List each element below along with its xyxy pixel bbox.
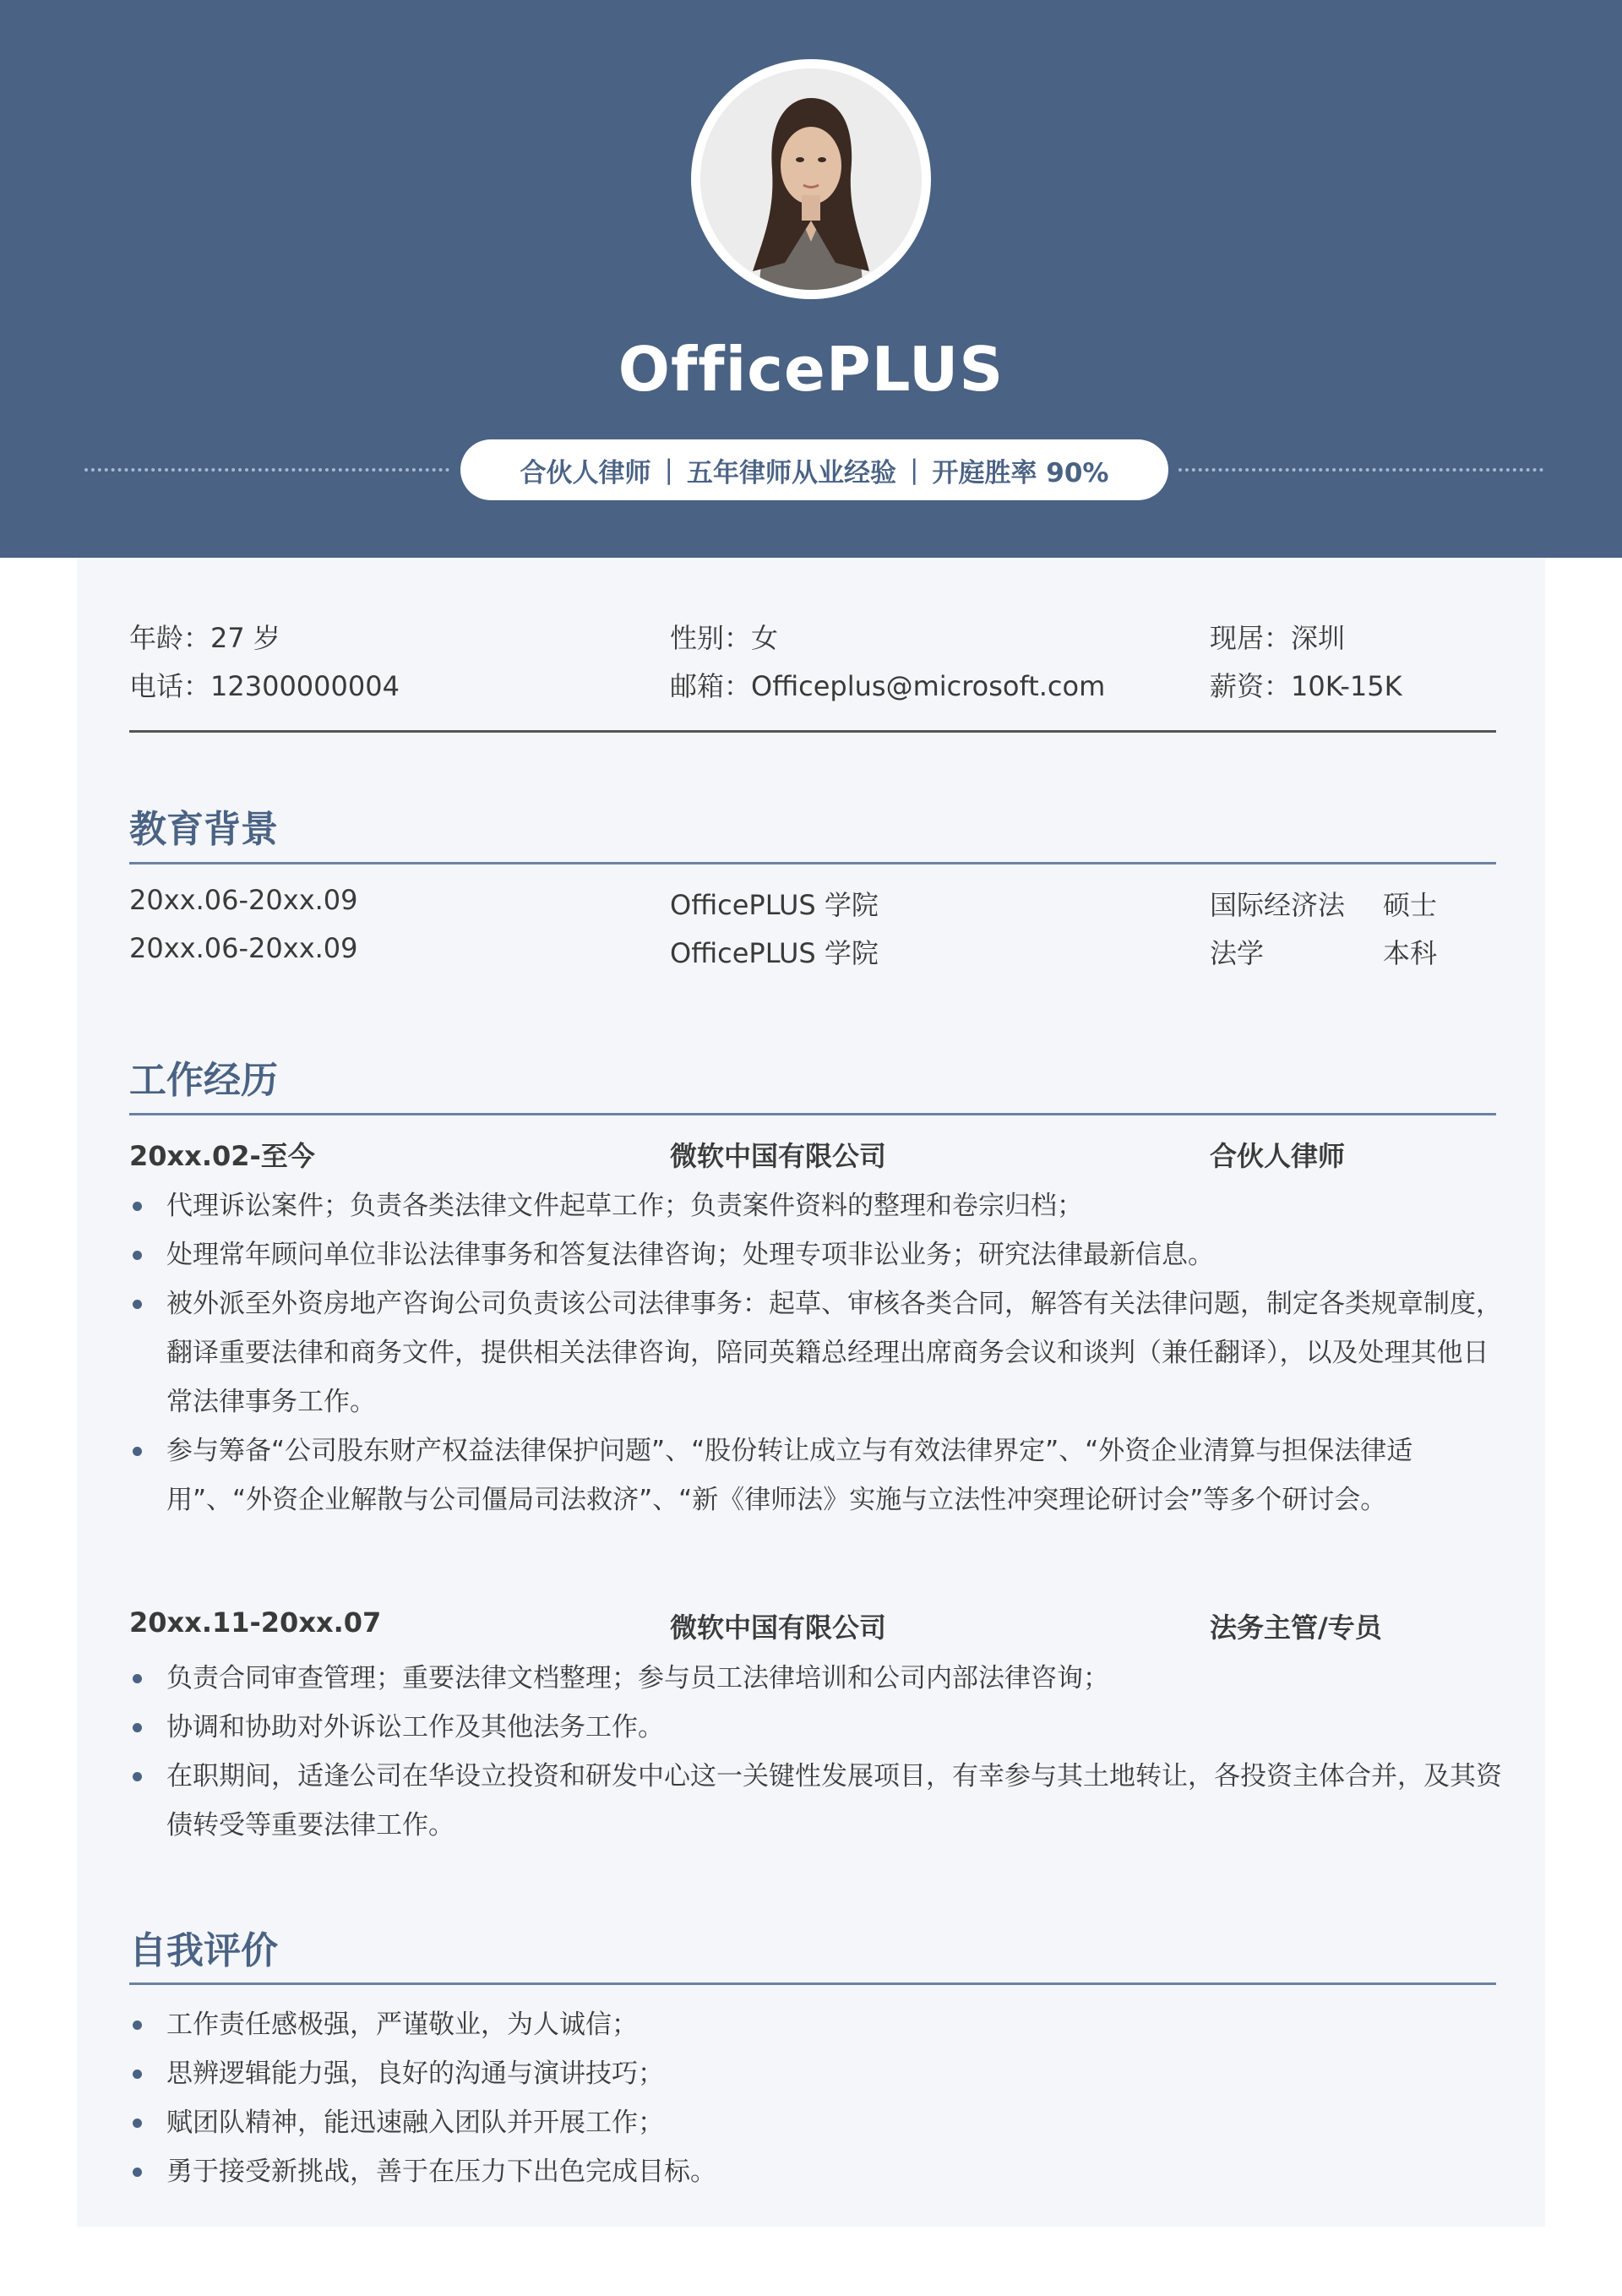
self-evaluation-divider <box>129 1982 1496 1985</box>
list-item: 处理常年顾问单位非讼法律事务和答复法律咨询；处理专项非讼业务；研究法律最新信息。 <box>129 1230 1508 1279</box>
candidate-name: OfficePLUS <box>618 334 1004 405</box>
job-bullets <box>129 1181 1508 1524</box>
tagline-pill <box>460 439 1168 500</box>
job-period: 20xx.11-20xx.07 <box>129 1606 382 1639</box>
profile-photo <box>700 68 922 290</box>
list-item: 协调和协助对外诉讼工作及其他法务工作。 <box>129 1703 1508 1752</box>
list-item: 被外派至外资房地产咨询公司负责该公司法律事务：起草、审核各类合同，解答有关法律问题，制定各类规章制度，翻译重要法律和商务文件，提供相关法律咨询，陪同英籍总经理出席商务会议和谈判（兼任翻译），以及处理其他日常法律事务工作。 <box>129 1279 1508 1426</box>
list-item: 代理诉讼案件；负责各类法律文件起草工作；负责案件资料的整理和卷宗归档； <box>129 1181 1508 1230</box>
list-item: 工作责任感极强，严谨敬业，为人诚信； <box>129 2000 1508 2049</box>
self-evaluation-bullets <box>129 2000 1508 2196</box>
education-degree: 硕士 <box>1383 889 1438 921</box>
job-company: 微软中国有限公司 <box>670 1140 887 1172</box>
list-item: 在职期间，适逢公司在华设立投资和研发中心这一关键性发展项目，有幸参与其土地转让，各投资主体合并，及其资债转受等重要法律工作。 <box>129 1752 1508 1850</box>
job-bullets <box>129 1654 1508 1850</box>
job-position: 合伙人律师 <box>1210 1140 1346 1172</box>
list-item: 参与筹备“公司股东财产权益法律保护问题”、“股份转让成立与有效法律界定”、“外资企业清算与担保法律适用”、“外资企业解散与公司僵局司法救济”、“新《律师法》实施与立法性冲突理论研讨会”等多个研讨会。 <box>129 1426 1508 1524</box>
education-period: 20xx.06-20xx.09 <box>129 884 358 916</box>
tagline-experience: 五年律师从业经验 <box>687 457 896 488</box>
list-item: 负责合同审查管理；重要法律文档整理；参与员工法律培训和公司内部法律咨询； <box>129 1654 1508 1703</box>
section-title-work: 工作经历 <box>129 1059 278 1102</box>
info-email: 邮箱：Officeplus@microsoft.com <box>670 670 1106 702</box>
job-position: 法务主管/专员 <box>1210 1612 1382 1644</box>
education-major: 国际经济法 <box>1210 889 1346 921</box>
section-title-self-evaluation: 自我评价 <box>129 1929 278 1972</box>
dotted-divider-left <box>84 468 449 472</box>
section-title-education: 教育背景 <box>129 808 278 851</box>
resume-body <box>77 558 1545 2227</box>
avatar <box>691 59 931 299</box>
info-divider <box>129 730 1496 733</box>
education-divider <box>129 862 1496 864</box>
list-item: 勇于接受新挑战，善于在压力下出色完成目标。 <box>129 2147 1508 2196</box>
info-salary: 薪资：10K-15K <box>1210 670 1402 702</box>
education-major: 法学 <box>1210 937 1265 969</box>
tagline-role: 合伙人律师 <box>520 457 651 488</box>
education-school: OfficePLUS 学院 <box>670 937 879 969</box>
info-age: 年龄：27 岁 <box>129 622 280 654</box>
list-item: 赋团队精神，能迅速融入团队并开展工作； <box>129 2098 1508 2147</box>
dotted-divider-right <box>1178 468 1543 472</box>
tagline-win-rate: 开庭胜率 90% <box>932 457 1109 488</box>
header-banner <box>0 0 1622 558</box>
tagline-separator: | <box>664 455 673 485</box>
info-residence: 现居：深圳 <box>1210 622 1346 654</box>
info-gender: 性别：女 <box>670 622 779 654</box>
list-item: 思辨逻辑能力强，良好的沟通与演讲技巧； <box>129 2049 1508 2098</box>
job-company: 微软中国有限公司 <box>670 1612 887 1644</box>
job-period: 20xx.02-至今 <box>129 1140 315 1172</box>
tagline-separator: | <box>910 455 919 485</box>
education-degree: 本科 <box>1383 937 1438 969</box>
education-school: OfficePLUS 学院 <box>670 889 879 921</box>
info-phone: 电话：12300000004 <box>129 670 400 702</box>
education-period: 20xx.06-20xx.09 <box>129 932 358 964</box>
work-divider <box>129 1113 1496 1115</box>
